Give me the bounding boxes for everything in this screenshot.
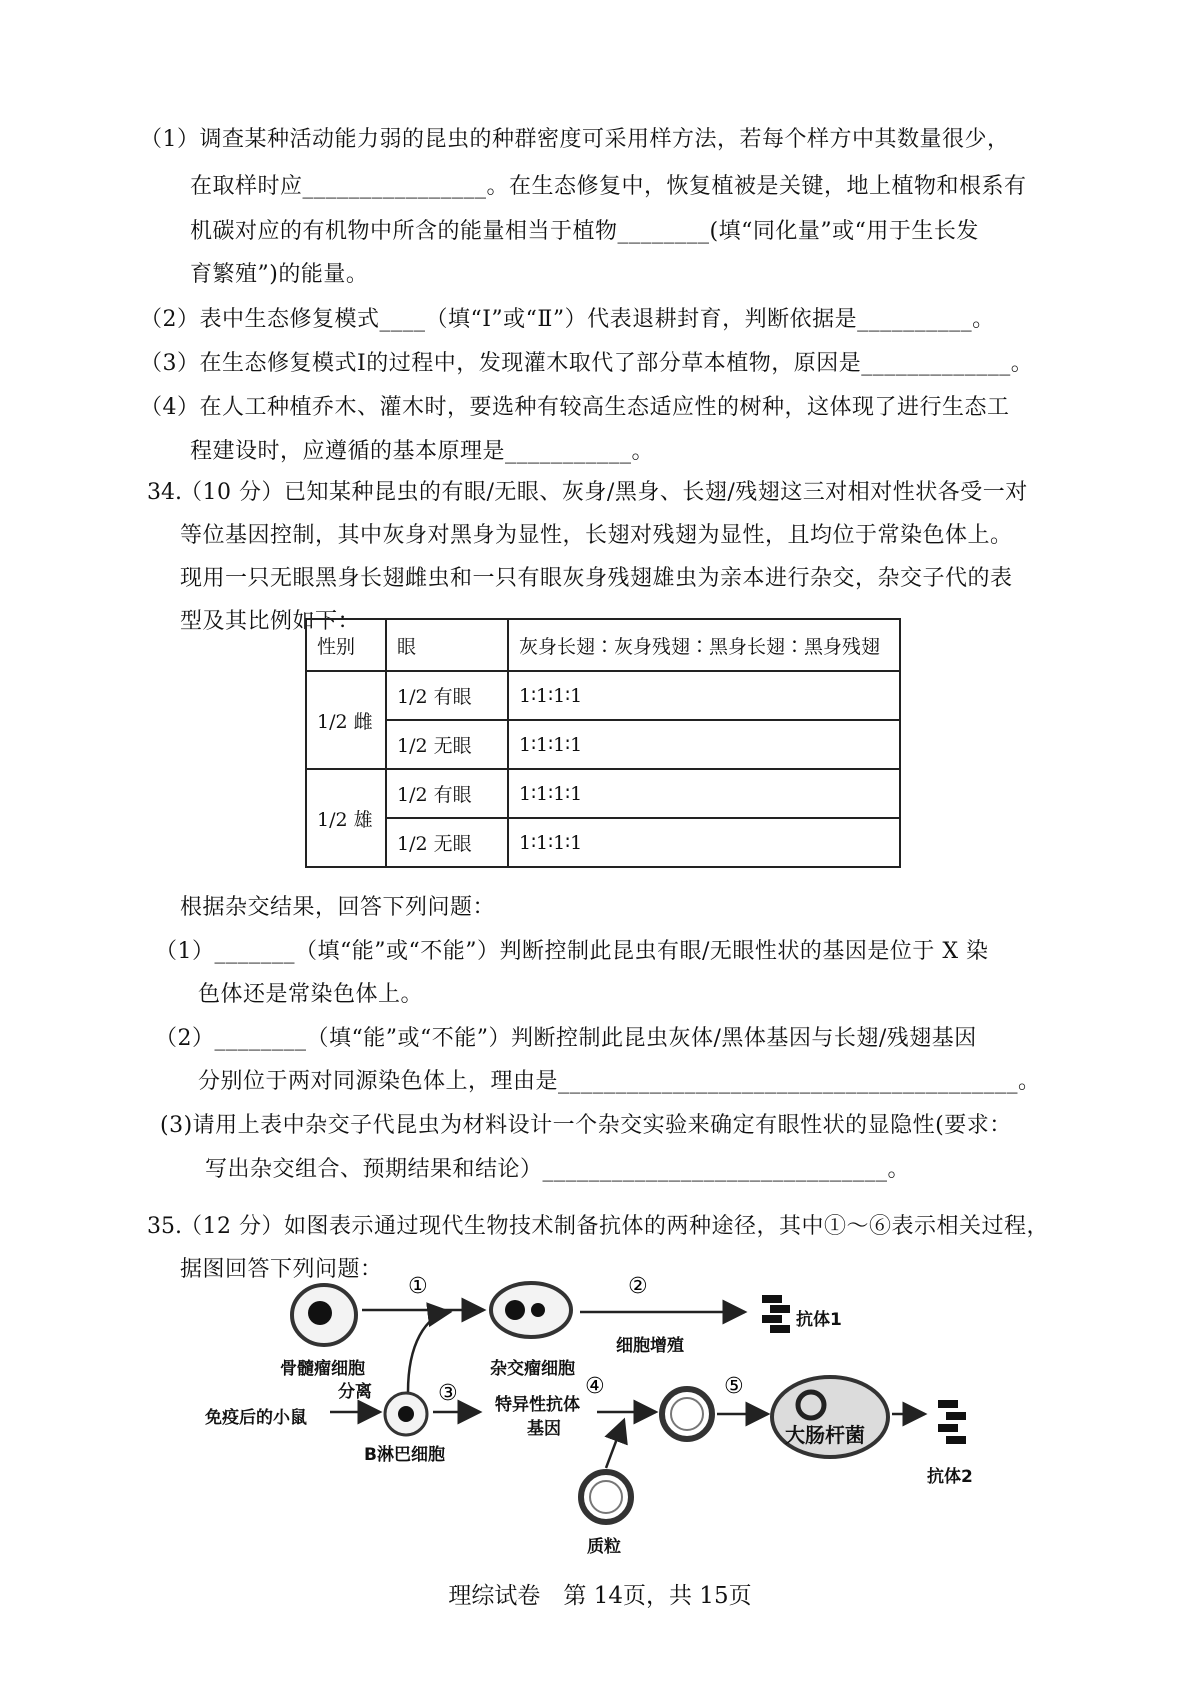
q34-lead: 根据杂交结果，回答下列问题： — [180, 895, 496, 920]
q34-intro-2: 等位基因控制，其中灰身对黑身为显性，长翅对残翅为显性，且均位于常染色体上。 — [180, 523, 1013, 548]
cell-ratio: 1∶1∶1∶1 — [508, 671, 900, 720]
q33-line-7: （4）在人工种植乔木、灌木时，要选种有较高生态适应性的树种，这体现了进行生态工 — [140, 395, 1010, 420]
step-2-label: ② — [628, 1274, 648, 1299]
cell-eye: 1/2 有眼 — [386, 769, 508, 818]
q34-intro-3: 现用一只无眼黑身长翅雌虫和一只有眼灰身残翅雄虫为亲本进行杂交，杂交子代的表 — [180, 566, 1013, 591]
q33-line-6: （3）在生态修复模式Ⅰ的过程中，发现灌木取代了部分草本植物，原因是_____________。 — [140, 351, 1034, 376]
label-gene-2: 基因 — [527, 1419, 561, 1439]
label-myeloma: 骨髓瘤细胞 — [280, 1359, 365, 1379]
q34-q3-line-2: 写出杂交组合、预期结果和结论）______________________________。 — [205, 1157, 911, 1182]
q34-q2-line-1: （2）________（填“能”或“不能”）判断控制此昆虫灰体/黑体基因与长翅/残翅基因 — [155, 1026, 977, 1051]
cell-ratio: 1∶1∶1∶1 — [508, 720, 900, 769]
q35-intro-2: 据图回答下列问题： — [180, 1257, 383, 1282]
q35-number: 35. — [147, 1214, 182, 1239]
label-ecoli: 大肠杆菌 — [785, 1423, 865, 1447]
b-lymphocyte-icon — [385, 1393, 427, 1435]
label-plasmid: 质粒 — [587, 1537, 621, 1557]
cell-eye: 1/2 有眼 — [386, 671, 508, 720]
recombinant-plasmid-icon — [662, 1389, 712, 1439]
cell-sex-female: 1/2 雌 — [306, 671, 386, 769]
antibody2-icon — [938, 1400, 966, 1444]
label-separate: 分离 — [338, 1382, 372, 1402]
myeloma-cell-icon — [292, 1285, 356, 1345]
q34-q3-line-1: (3)请用上表中杂交子代昆虫为材料设计一个杂交实验来确定有眼性状的显隐性(要求： — [160, 1113, 1012, 1138]
header-eyes: 眼 — [386, 619, 508, 671]
step-1-label: ① — [408, 1274, 428, 1299]
label-mouse: 免疫后的小鼠 — [205, 1408, 307, 1428]
label-antibody1: 抗体1 — [796, 1310, 842, 1330]
q34-number: 34. — [147, 480, 182, 505]
header-ratio: 灰身长翅∶灰身残翅∶黑身长翅∶黑身残翅 — [508, 619, 900, 671]
header-sex: 性别 — [306, 619, 386, 671]
q33-line-2: 在取样时应________________。在生态修复中，恢复植被是关键，地上植物和根系有 — [190, 174, 1027, 199]
label-hybridoma: 杂交瘤细胞 — [490, 1359, 575, 1379]
step-5-label: ⑤ — [724, 1374, 744, 1399]
q34-intro-1: （10 分）已知某种昆虫的有眼/无眼、灰身/黑身、长翅/残翅这三对相对性状各受一对 — [180, 480, 1028, 505]
page-footer: 理综试卷 第 14页，共 15页 — [448, 1583, 752, 1609]
arrow-plasmid-up — [606, 1420, 624, 1468]
q33-line-4: 育繁殖”)的能量。 — [190, 262, 369, 287]
plasmid-icon — [581, 1472, 631, 1522]
step-4-label: ④ — [585, 1374, 605, 1399]
label-gene-1: 特异性抗体 — [495, 1395, 580, 1415]
cell-eye: 1/2 无眼 — [386, 720, 508, 769]
cell-eye: 1/2 无眼 — [386, 818, 508, 867]
cell-sex-male: 1/2 雄 — [306, 769, 386, 867]
q33-line-1: （1）调查某种活动能力弱的昆虫的种群密度可采用样方法，若每个样方中其数量很少， — [140, 127, 1010, 152]
q34-q2-line-2: 分别位于两对同源染色体上，理由是________________________________________。 — [198, 1069, 1041, 1094]
q35-intro-1: （12 分）如图表示通过现代生物技术制备抗体的两种途径，其中①～⑥表示相关过程， — [180, 1214, 1049, 1239]
label-proliferation: 细胞增殖 — [616, 1336, 684, 1356]
cell-ratio: 1∶1∶1∶1 — [508, 769, 900, 818]
label-bcell: B淋巴细胞 — [364, 1445, 445, 1465]
arrow-bcell-to-fusion — [408, 1312, 450, 1392]
q33-line-3: 机碳对应的有机物中所含的能量相当于植物________(填“同化量”或“用于生长发 — [190, 219, 979, 244]
cell-ratio: 1∶1∶1∶1 — [508, 818, 900, 867]
q33-line-5: （2）表中生态修复模式____（填“Ⅰ”或“Ⅱ”）代表退耕封育，判断依据是__________。 — [140, 307, 995, 332]
antibody1-icon — [762, 1295, 790, 1333]
label-antibody2: 抗体2 — [927, 1467, 973, 1487]
q34-intro-4: 型及其比例如下： — [180, 609, 361, 634]
step-3-label: ③ — [438, 1381, 458, 1406]
q33-line-8: 程建设时，应遵循的基本原理是___________。 — [190, 439, 655, 464]
q34-q1-line-2: 色体还是常染色体上。 — [198, 982, 424, 1007]
q34-q1-line-1: （1）_______（填“能”或“不能”）判断控制此昆虫有眼/无眼性状的基因是位于 X 染 — [155, 939, 989, 964]
hybridoma-cell-icon — [491, 1283, 571, 1337]
